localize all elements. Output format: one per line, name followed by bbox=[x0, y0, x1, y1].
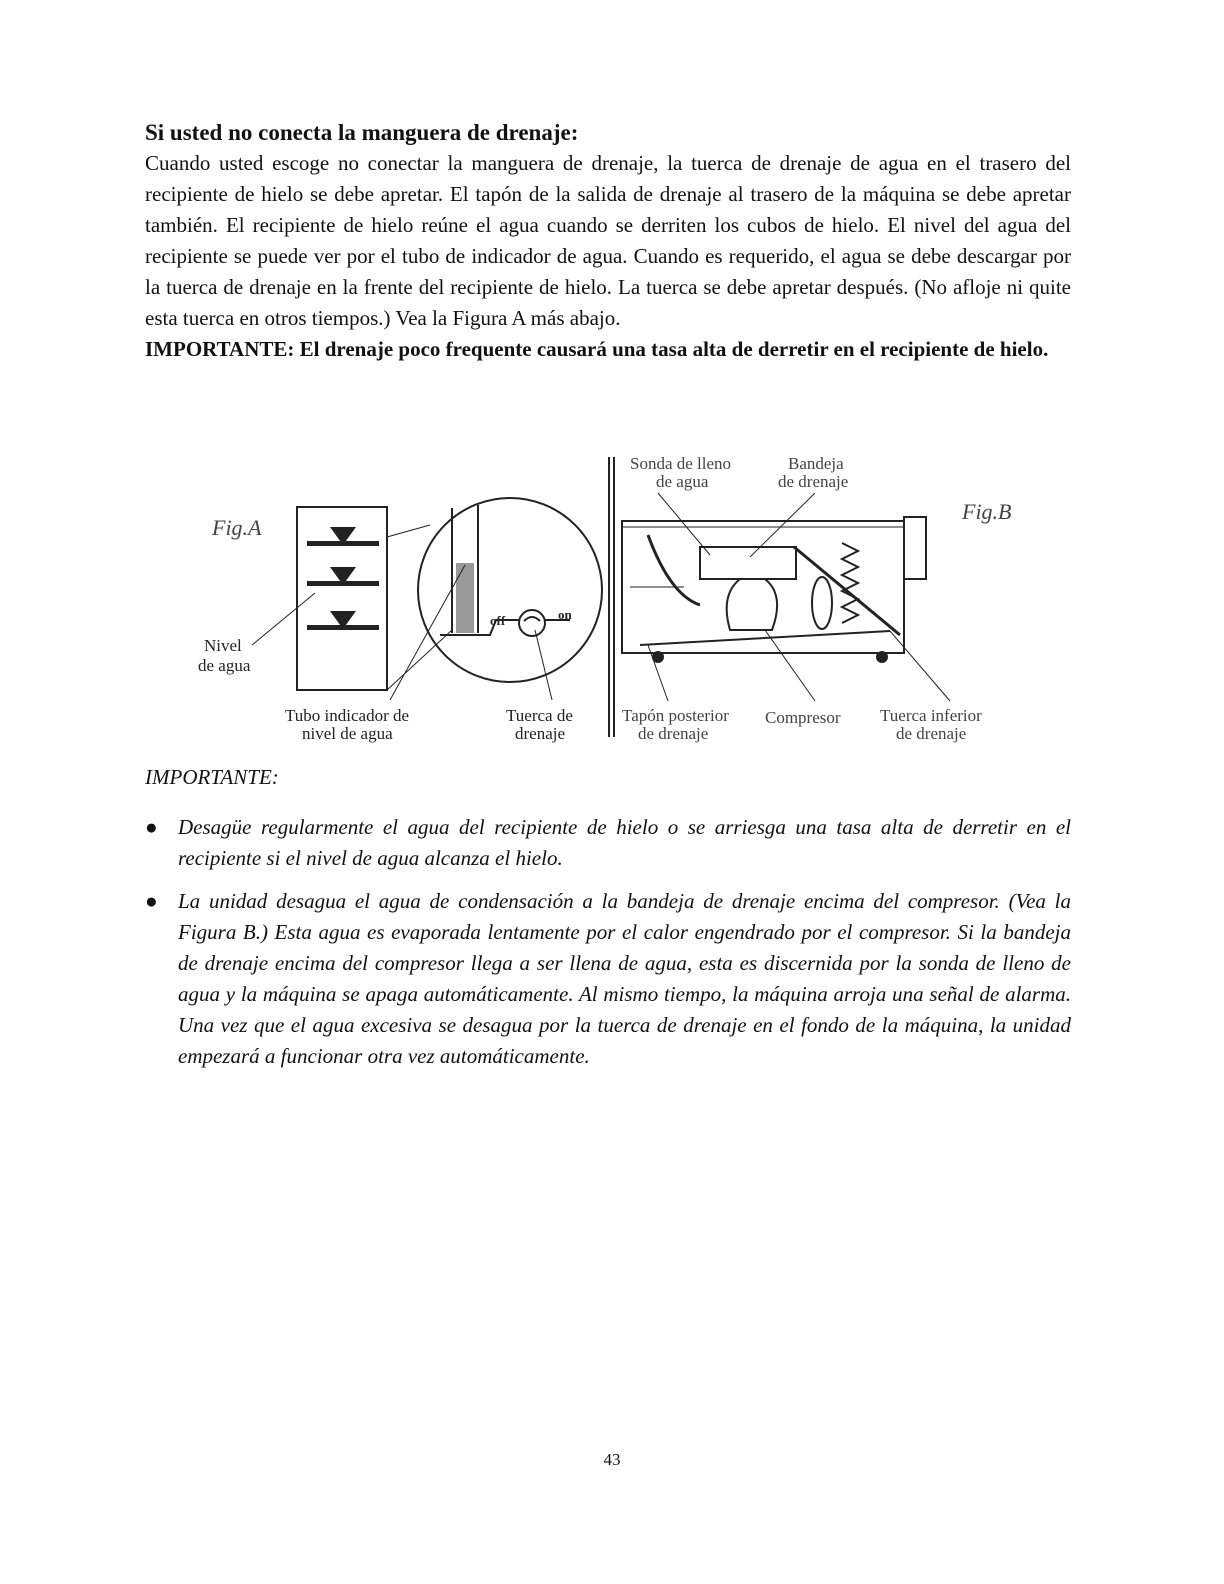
fig-a-title: Fig.A bbox=[212, 515, 262, 540]
tapon-label-2: de drenaje bbox=[638, 724, 709, 743]
nivel-label-1: Nivel bbox=[204, 636, 242, 655]
page-number: 43 bbox=[603, 1450, 621, 1469]
tuerca-label-2: drenaje bbox=[515, 724, 566, 743]
fig-b-title: Fig.B bbox=[962, 499, 1012, 524]
nivel-label-2: de agua bbox=[198, 656, 251, 675]
off-label: off bbox=[490, 613, 506, 628]
machine-cross-section bbox=[622, 517, 926, 662]
sonda-label-1: Sonda de lleno bbox=[630, 455, 732, 473]
tuerca-inf-label-1: Tuerca inferior bbox=[880, 706, 982, 725]
sonda-label-2: de agua bbox=[656, 472, 709, 491]
note-text: La unidad desagua el agua de condensación a la bandeja de drenaje encima del compresor. (Vea la Figura B.) Esta agua es evaporada lentamente por el calor engendrado por el compresor. Si la bandeja de drenaje encima del compresor llega a ser llena de agua, esta es discernida por la sonda de lleno de agua y la máquina se apaga automáticamente. Al mismo tiempo, la máquina arroja una señal de alarma. Una vez que el agua excesiva se desagua por la tuerca de drenaje en el fondo de la máquina, la unidad empezará a funcionar otra vez automáticamente. bbox=[178, 889, 1071, 1068]
tuerca-label-1: Tuerca de bbox=[506, 706, 573, 725]
on-label: on bbox=[558, 607, 572, 622]
tubo-label-1: Tubo indicador de bbox=[285, 706, 410, 725]
notes-list bbox=[145, 812, 1071, 1084]
bullet-icon: ● bbox=[145, 815, 158, 839]
bullet-icon: ● bbox=[145, 889, 158, 913]
bandeja-label-1: Bandeja bbox=[788, 455, 844, 473]
section-heading: Si usted no conecta la manguera de drenaje: bbox=[145, 120, 579, 145]
note-text: Desagüe regularmente el agua del recipiente de hielo o se arriesga una tasa alta de derretir en el recipiente si el nivel de agua alcanza el hielo. bbox=[178, 815, 1071, 870]
importante-italic-title: IMPORTANTE: bbox=[145, 765, 279, 789]
list-item bbox=[145, 812, 1071, 874]
tubo-label-2: nivel de agua bbox=[302, 724, 393, 743]
zoom-line-2 bbox=[387, 630, 452, 690]
tuerca-inf-label-2: de drenaje bbox=[896, 724, 967, 743]
drain-nut-icon bbox=[519, 610, 545, 636]
bandeja-label-2: de drenaje bbox=[778, 472, 849, 491]
zoom-line-1 bbox=[387, 525, 430, 537]
tapon-label-1: Tapón posterior bbox=[622, 706, 729, 725]
main-text bbox=[145, 118, 1071, 365]
compresor-label: Compresor bbox=[765, 708, 841, 727]
drain-figure bbox=[190, 455, 1020, 750]
list-item bbox=[145, 886, 1071, 1072]
magnify-circle bbox=[418, 498, 602, 682]
body-paragraph: Cuando usted escoge no conectar la manguera de drenaje, la tuerca de drenaje de agua en el trasero del recipiente de hielo se debe apretar. El tapón de la salida de drenaje al trasero de la máquina se debe apretar también. El recipiente de hielo reúne el agua cuando se derriten los cubos de hielo. El nivel del agua del recipiente se puede ver por el tubo de indicador de agua. Cuando es requerido, el agua se debe descargar por la tuerca de drenaje en la frente del recipiente de hielo. La tuerca se debe apretar después. (No afloje ni quite esta tuerca en otros tiempos.) Vea la Figura A más abajo. bbox=[145, 151, 1071, 330]
important-bold-note: IMPORTANTE: El drenaje poco frequente causará una tasa alta de derretir en el recipiente de hielo. bbox=[145, 337, 1049, 361]
